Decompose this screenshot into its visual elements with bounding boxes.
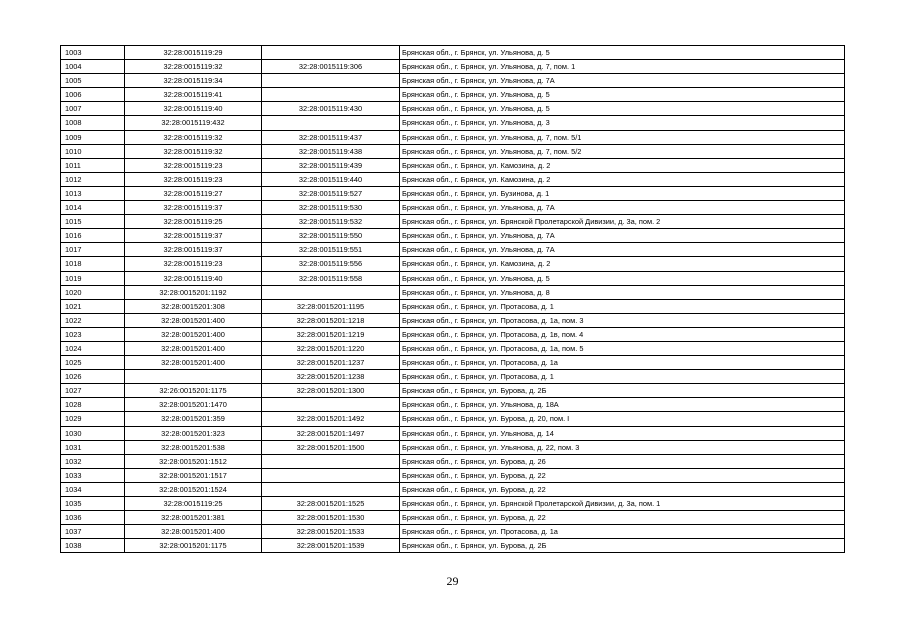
registry-table-body — [61, 46, 845, 553]
address-cell: Брянская обл., г. Брянск, ул. Ульянова, д. 7А — [400, 229, 845, 243]
address-cell: Брянская обл., г. Брянск, ул. Бурова, д. 22 — [400, 511, 845, 525]
cadastral-number-cell: 32:28:0015201:400 — [125, 356, 262, 370]
row-number-cell: 1011 — [61, 158, 125, 172]
object-cadastral-number-cell — [262, 468, 400, 482]
row-number-cell: 1005 — [61, 74, 125, 88]
table-row — [61, 511, 845, 525]
row-number-cell: 1021 — [61, 299, 125, 313]
cadastral-number-cell: 32:28:0015201:400 — [125, 525, 262, 539]
address-cell: Брянская обл., г. Брянск, ул. Ульянова, д. 7А — [400, 243, 845, 257]
address-cell: Брянская обл., г. Брянск, ул. Ульянова, д. 22, пом. 3 — [400, 440, 845, 454]
cadastral-number-cell: 32:28:0015119:32 — [125, 144, 262, 158]
table-row — [61, 243, 845, 257]
object-cadastral-number-cell: 32:28:0015119:551 — [262, 243, 400, 257]
address-cell: Брянская обл., г. Брянск, ул. Ульянова, д. 7, пом. 5/1 — [400, 130, 845, 144]
object-cadastral-number-cell: 32:28:0015119:306 — [262, 60, 400, 74]
address-cell: Брянская обл., г. Брянск, ул. Бурова, д. 22 — [400, 468, 845, 482]
table-row — [61, 257, 845, 271]
table-row — [61, 454, 845, 468]
cadastral-number-cell: 32:28:0015119:41 — [125, 88, 262, 102]
table-row — [61, 497, 845, 511]
object-cadastral-number-cell: 32:28:0015119:532 — [262, 215, 400, 229]
object-cadastral-number-cell: 32:28:0015201:1237 — [262, 356, 400, 370]
address-cell: Брянская обл., г. Брянск, ул. Бурова, д. 22 — [400, 482, 845, 496]
object-cadastral-number-cell: 32:28:0015201:1497 — [262, 426, 400, 440]
row-number-cell: 1020 — [61, 285, 125, 299]
cadastral-number-cell: 32:28:0015201:400 — [125, 341, 262, 355]
address-cell: Брянская обл., г. Брянск, ул. Ульянова, д. 8 — [400, 285, 845, 299]
table-row — [61, 468, 845, 482]
object-cadastral-number-cell — [262, 74, 400, 88]
cadastral-number-cell — [125, 370, 262, 384]
object-cadastral-number-cell: 32:28:0015201:1525 — [262, 497, 400, 511]
table-row — [61, 299, 845, 313]
cadastral-number-cell: 32:28:0015201:400 — [125, 327, 262, 341]
table-row — [61, 88, 845, 102]
table-row — [61, 271, 845, 285]
address-cell: Брянская обл., г. Брянск, ул. Ульянова, д. 7А — [400, 74, 845, 88]
row-number-cell: 1034 — [61, 482, 125, 496]
address-cell: Брянская обл., г. Брянск, ул. Протасова, д. 1а — [400, 525, 845, 539]
row-number-cell: 1032 — [61, 454, 125, 468]
object-cadastral-number-cell: 32:28:0015201:1195 — [262, 299, 400, 313]
cadastral-number-cell: 32:28:0015119:25 — [125, 215, 262, 229]
table-row — [61, 46, 845, 60]
cadastral-number-cell: 32:28:0015201:1175 — [125, 539, 262, 553]
table-row — [61, 130, 845, 144]
row-number-cell: 1026 — [61, 370, 125, 384]
address-cell: Брянская обл., г. Брянск, ул. Ульянова, д. 7, пом. 5/2 — [400, 144, 845, 158]
row-number-cell: 1028 — [61, 398, 125, 412]
cadastral-number-cell: 32:28:0015119:37 — [125, 201, 262, 215]
row-number-cell: 1024 — [61, 341, 125, 355]
cadastral-number-cell: 32:28:0015201:1524 — [125, 482, 262, 496]
table-row — [61, 426, 845, 440]
cadastral-number-cell: 32:28:0015119:27 — [125, 186, 262, 200]
object-cadastral-number-cell: 32:28:0015119:438 — [262, 144, 400, 158]
cadastral-number-cell: 32:28:0015119:40 — [125, 271, 262, 285]
row-number-cell: 1006 — [61, 88, 125, 102]
cadastral-number-cell: 32:28:0015119:32 — [125, 130, 262, 144]
cadastral-number-cell: 32:28:0015201:538 — [125, 440, 262, 454]
row-number-cell: 1003 — [61, 46, 125, 60]
object-cadastral-number-cell — [262, 116, 400, 130]
registry-table — [60, 45, 845, 553]
address-cell: Брянская обл., г. Брянск, ул. Камозина, д. 2 — [400, 158, 845, 172]
object-cadastral-number-cell: 32:28:0015119:439 — [262, 158, 400, 172]
address-cell: Брянская обл., г. Брянск, ул. Протасова, д. 1 — [400, 299, 845, 313]
object-cadastral-number-cell: 32:28:0015201:1492 — [262, 412, 400, 426]
table-row — [61, 482, 845, 496]
cadastral-number-cell: 32:26:0015201:1175 — [125, 384, 262, 398]
row-number-cell: 1016 — [61, 229, 125, 243]
cadastral-number-cell: 32:28:0015119:25 — [125, 497, 262, 511]
object-cadastral-number-cell: 32:28:0015201:1300 — [262, 384, 400, 398]
address-cell: Брянская обл., г. Брянск, ул. Ульянова, д. 7А — [400, 201, 845, 215]
address-cell: Брянская обл., г. Брянск, ул. Камозина, д. 2 — [400, 257, 845, 271]
cadastral-number-cell: 32:28:0015119:23 — [125, 158, 262, 172]
address-cell: Брянская обл., г. Брянск, ул. Ульянова, д. 5 — [400, 271, 845, 285]
row-number-cell: 1015 — [61, 215, 125, 229]
object-cadastral-number-cell — [262, 398, 400, 412]
cadastral-number-cell: 32:28:0015119:29 — [125, 46, 262, 60]
table-row — [61, 229, 845, 243]
object-cadastral-number-cell: 32:28:0015201:1539 — [262, 539, 400, 553]
address-cell: Брянская обл., г. Брянск, ул. Камозина, д. 2 — [400, 172, 845, 186]
row-number-cell: 1008 — [61, 116, 125, 130]
address-cell: Брянская обл., г. Брянск, ул. Протасова, д. 1в, пом. 4 — [400, 327, 845, 341]
table-row — [61, 102, 845, 116]
table-row — [61, 341, 845, 355]
row-number-cell: 1030 — [61, 426, 125, 440]
row-number-cell: 1023 — [61, 327, 125, 341]
object-cadastral-number-cell: 32:28:0015201:1219 — [262, 327, 400, 341]
table-row — [61, 398, 845, 412]
row-number-cell: 1014 — [61, 201, 125, 215]
table-row — [61, 370, 845, 384]
table-row — [61, 440, 845, 454]
table-row — [61, 144, 845, 158]
cadastral-number-cell: 32:28:0015201:308 — [125, 299, 262, 313]
row-number-cell: 1019 — [61, 271, 125, 285]
address-cell: Брянская обл., г. Брянск, ул. Ульянова, д. 14 — [400, 426, 845, 440]
table-row — [61, 74, 845, 88]
row-number-cell: 1033 — [61, 468, 125, 482]
row-number-cell: 1036 — [61, 511, 125, 525]
address-cell: Брянская обл., г. Брянск, ул. Ульянова, д. 5 — [400, 46, 845, 60]
row-number-cell: 1031 — [61, 440, 125, 454]
row-number-cell: 1010 — [61, 144, 125, 158]
cadastral-number-cell: 32:28:0015201:381 — [125, 511, 262, 525]
page-number: 29 — [446, 574, 459, 588]
address-cell: Брянская обл., г. Брянск, ул. Протасова, д. 1а, пом. 5 — [400, 341, 845, 355]
cadastral-number-cell: 32:28:0015201:323 — [125, 426, 262, 440]
cadastral-number-cell: 32:28:0015119:432 — [125, 116, 262, 130]
table-row — [61, 356, 845, 370]
table-row — [61, 201, 845, 215]
row-number-cell: 1012 — [61, 172, 125, 186]
object-cadastral-number-cell: 32:28:0015201:1533 — [262, 525, 400, 539]
object-cadastral-number-cell: 32:28:0015201:1500 — [262, 440, 400, 454]
cadastral-number-cell: 32:28:0015201:359 — [125, 412, 262, 426]
row-number-cell: 1037 — [61, 525, 125, 539]
row-number-cell: 1018 — [61, 257, 125, 271]
row-number-cell: 1007 — [61, 102, 125, 116]
row-number-cell: 1013 — [61, 186, 125, 200]
table-row — [61, 60, 845, 74]
object-cadastral-number-cell: 32:28:0015119:527 — [262, 186, 400, 200]
cadastral-number-cell: 32:28:0015201:400 — [125, 313, 262, 327]
table-row — [61, 116, 845, 130]
object-cadastral-number-cell — [262, 454, 400, 468]
object-cadastral-number-cell — [262, 482, 400, 496]
table-row — [61, 525, 845, 539]
cadastral-number-cell: 32:28:0015119:37 — [125, 229, 262, 243]
table-row — [61, 313, 845, 327]
cadastral-number-cell: 32:28:0015201:1512 — [125, 454, 262, 468]
cadastral-number-cell: 32:28:0015119:23 — [125, 257, 262, 271]
row-number-cell: 1029 — [61, 412, 125, 426]
address-cell: Брянская обл., г. Брянск, ул. Ульянова, д. 5 — [400, 102, 845, 116]
address-cell: Брянская обл., г. Брянск, ул. Брянской Пролетарской Дивизии, д. 3а, пом. 1 — [400, 497, 845, 511]
row-number-cell: 1025 — [61, 356, 125, 370]
row-number-cell: 1038 — [61, 539, 125, 553]
address-cell: Брянская обл., г. Брянск, ул. Ульянова, д. 18А — [400, 398, 845, 412]
address-cell: Брянская обл., г. Брянск, ул. Протасова, д. 1 — [400, 370, 845, 384]
table-row — [61, 158, 845, 172]
table-row — [61, 412, 845, 426]
object-cadastral-number-cell: 32:28:0015201:1218 — [262, 313, 400, 327]
row-number-cell: 1017 — [61, 243, 125, 257]
address-cell: Брянская обл., г. Брянск, ул. Протасова, д. 1а — [400, 356, 845, 370]
address-cell: Брянская обл., г. Брянск, ул. Бурова, д. 2Б — [400, 384, 845, 398]
object-cadastral-number-cell: 32:28:0015119:437 — [262, 130, 400, 144]
address-cell: Брянская обл., г. Брянск, ул. Бузинова, д. 1 — [400, 186, 845, 200]
address-cell: Брянская обл., г. Брянск, ул. Бурова, д. 20, пом. I — [400, 412, 845, 426]
address-cell: Брянская обл., г. Брянск, ул. Бурова, д. 2Б — [400, 539, 845, 553]
table-row — [61, 215, 845, 229]
row-number-cell: 1009 — [61, 130, 125, 144]
row-number-cell: 1004 — [61, 60, 125, 74]
address-cell: Брянская обл., г. Брянск, ул. Ульянова, д. 5 — [400, 88, 845, 102]
table-row — [61, 285, 845, 299]
row-number-cell: 1022 — [61, 313, 125, 327]
cadastral-number-cell: 32:28:0015119:37 — [125, 243, 262, 257]
cadastral-number-cell: 32:28:0015119:23 — [125, 172, 262, 186]
row-number-cell: 1035 — [61, 497, 125, 511]
object-cadastral-number-cell: 32:28:0015201:1238 — [262, 370, 400, 384]
object-cadastral-number-cell: 32:28:0015119:530 — [262, 201, 400, 215]
cadastral-number-cell: 32:28:0015201:1192 — [125, 285, 262, 299]
row-number-cell: 1027 — [61, 384, 125, 398]
cadastral-number-cell: 32:28:0015119:32 — [125, 60, 262, 74]
object-cadastral-number-cell: 32:28:0015201:1220 — [262, 341, 400, 355]
object-cadastral-number-cell: 32:28:0015201:1530 — [262, 511, 400, 525]
cadastral-number-cell: 32:28:0015201:1517 — [125, 468, 262, 482]
cadastral-number-cell: 32:28:0015119:40 — [125, 102, 262, 116]
object-cadastral-number-cell: 32:28:0015119:556 — [262, 257, 400, 271]
address-cell: Брянская обл., г. Брянск, ул. Ульянова, д. 7, пом. 1 — [400, 60, 845, 74]
address-cell: Брянская обл., г. Брянск, ул. Брянской Пролетарской Дивизии, д. 3а, пом. 2 — [400, 215, 845, 229]
cadastral-number-cell: 32:28:0015201:1470 — [125, 398, 262, 412]
object-cadastral-number-cell — [262, 88, 400, 102]
object-cadastral-number-cell: 32:28:0015119:550 — [262, 229, 400, 243]
table-row — [61, 172, 845, 186]
object-cadastral-number-cell: 32:28:0015119:430 — [262, 102, 400, 116]
address-cell: Брянская обл., г. Брянск, ул. Ульянова, д. 3 — [400, 116, 845, 130]
object-cadastral-number-cell: 32:28:0015119:440 — [262, 172, 400, 186]
object-cadastral-number-cell — [262, 46, 400, 60]
table-row — [61, 384, 845, 398]
table-row — [61, 327, 845, 341]
address-cell: Брянская обл., г. Брянск, ул. Протасова, д. 1а, пом. 3 — [400, 313, 845, 327]
address-cell: Брянская обл., г. Брянск, ул. Бурова, д. 26 — [400, 454, 845, 468]
table-row — [61, 186, 845, 200]
cadastral-number-cell: 32:28:0015119:34 — [125, 74, 262, 88]
object-cadastral-number-cell — [262, 285, 400, 299]
table-row — [61, 539, 845, 553]
object-cadastral-number-cell: 32:28:0015119:558 — [262, 271, 400, 285]
